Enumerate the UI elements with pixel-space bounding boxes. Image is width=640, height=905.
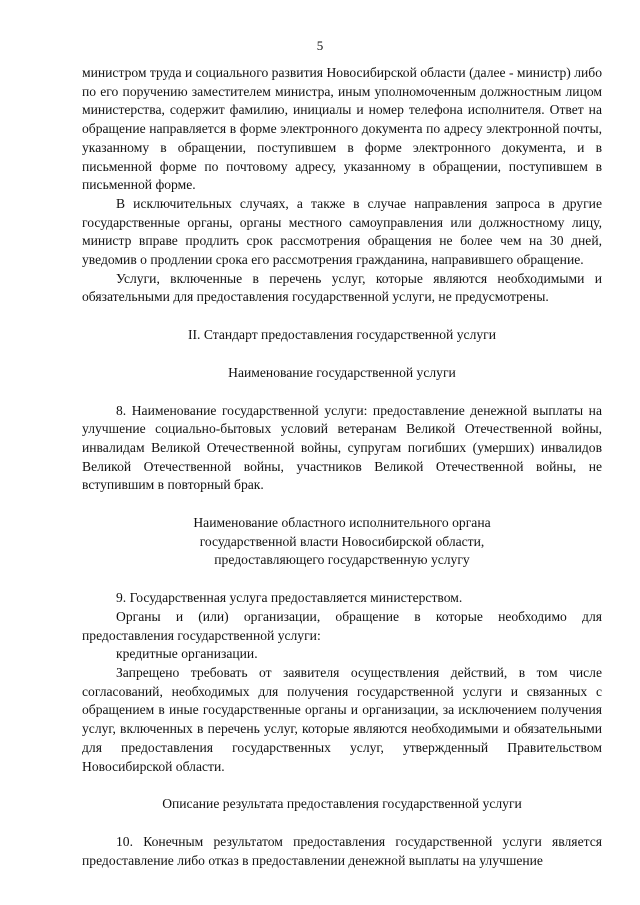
subheading-result: Описание результата предоставления государственной услуги [162, 796, 522, 812]
paragraph-item-9-credit: кредитные организации. [116, 646, 258, 662]
section-heading-standard: II. Стандарт предоставления государственной услуги [187, 327, 496, 343]
subheading-service-name: Наименование государственной услуги [228, 364, 456, 380]
subheading-organ-line-3: предоставляющего государственную услугу [214, 552, 470, 568]
paragraph-continued: министром труда и социального развития Новосибирской области (далее - министр) либо по его поручению заместителем министра, иным уполномоченным должностным лицом министерства, содержит фамилию, инициалы и номер телефона исполнителя. Ответ на обращение направляется в форме электронного документа по адресу электронной почты, указанному в обращении, поступившем в форме электронного документа, и в письменной форме по почтовому адресу, указанному в обращении, поступившем в письменной форме. [82, 65, 602, 193]
document-body [82, 64, 602, 870]
subheading-organ-line-1: Наименование областного исполнительного органа [193, 515, 491, 531]
paragraph-exceptional-cases: В исключительных случаях, а также в случае направления запроса в другие государственные органы, органы местного самоуправления или должностному лицу, министр вправе продлить срок рассмотрения обращения не более чем на 30 дней, уведомив о продлении срока его рассмотрения гражданина, направившего обращение. [82, 195, 602, 268]
page-number: 5 [316, 38, 324, 53]
paragraph-item-9-prohibited: Запрещено требовать от заявителя осуществления действий, в том числе согласований, необходимых для получения государственной услуги и связанных с обращением в иные государственные органы и организации, за исключением получения услуг, включенных в перечень услуг, которые являются необходимыми и обязательными для предоставления государственных услуг, утвержденный Правительством Новосибирской области. [82, 664, 602, 774]
paragraph-item-9: 9. Государственная услуга предоставляется министерством. [116, 590, 463, 606]
paragraph-services-list: Услуги, включенные в перечень услуг, которые являются необходимыми и обязательными для предоставления государственной услуги, не предусмотрены. [82, 270, 602, 305]
paragraph-item-10: 10. Конечным результатом предоставления государственной услуги является предоставление либо отказ в предоставлении денежной выплаты на улучшение [82, 833, 602, 868]
subheading-organ-line-2: государственной власти Новосибирской области, [199, 533, 485, 549]
paragraph-item-8: 8. Наименование государственной услуги: предоставление денежной выплаты на улучшение социально-бытовых условий ветеранам Великой Отечественной войны, инвалидам Великой Отечественной войны, супругам погибших (умерших) инвалидов Великой Отечественной войны, участников Великой Отечественной войны, не вступившим в повторный брак. [82, 402, 602, 493]
paragraph-item-9-organs: Органы и (или) организации, обращение в которые необходимо для предоставления государственной услуги: [82, 608, 602, 643]
